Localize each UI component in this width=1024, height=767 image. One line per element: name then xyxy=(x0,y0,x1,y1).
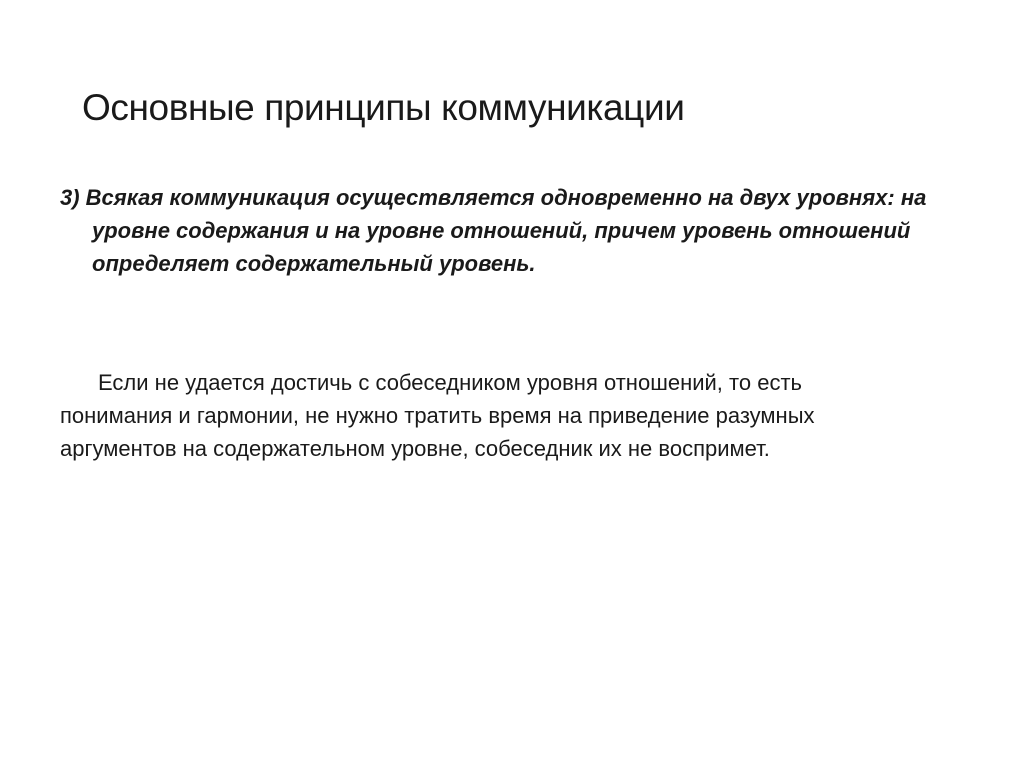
explanation-text: Если не удается достичь с собеседником уровня отношений, то есть понимания и гармонии, не нужно тратить время на приведение разумных аргументов на содержательном уровне, собеседник их не воспримет. xyxy=(60,370,815,461)
principle-text: 3) Всякая коммуникация осуществляется одновременно на двух уровнях: на уровне содержания и на уровне отношений, причем уровень отношений определяет содержательный уровень. xyxy=(60,185,927,276)
slide-title: Основные принципы коммуникации xyxy=(82,87,685,128)
